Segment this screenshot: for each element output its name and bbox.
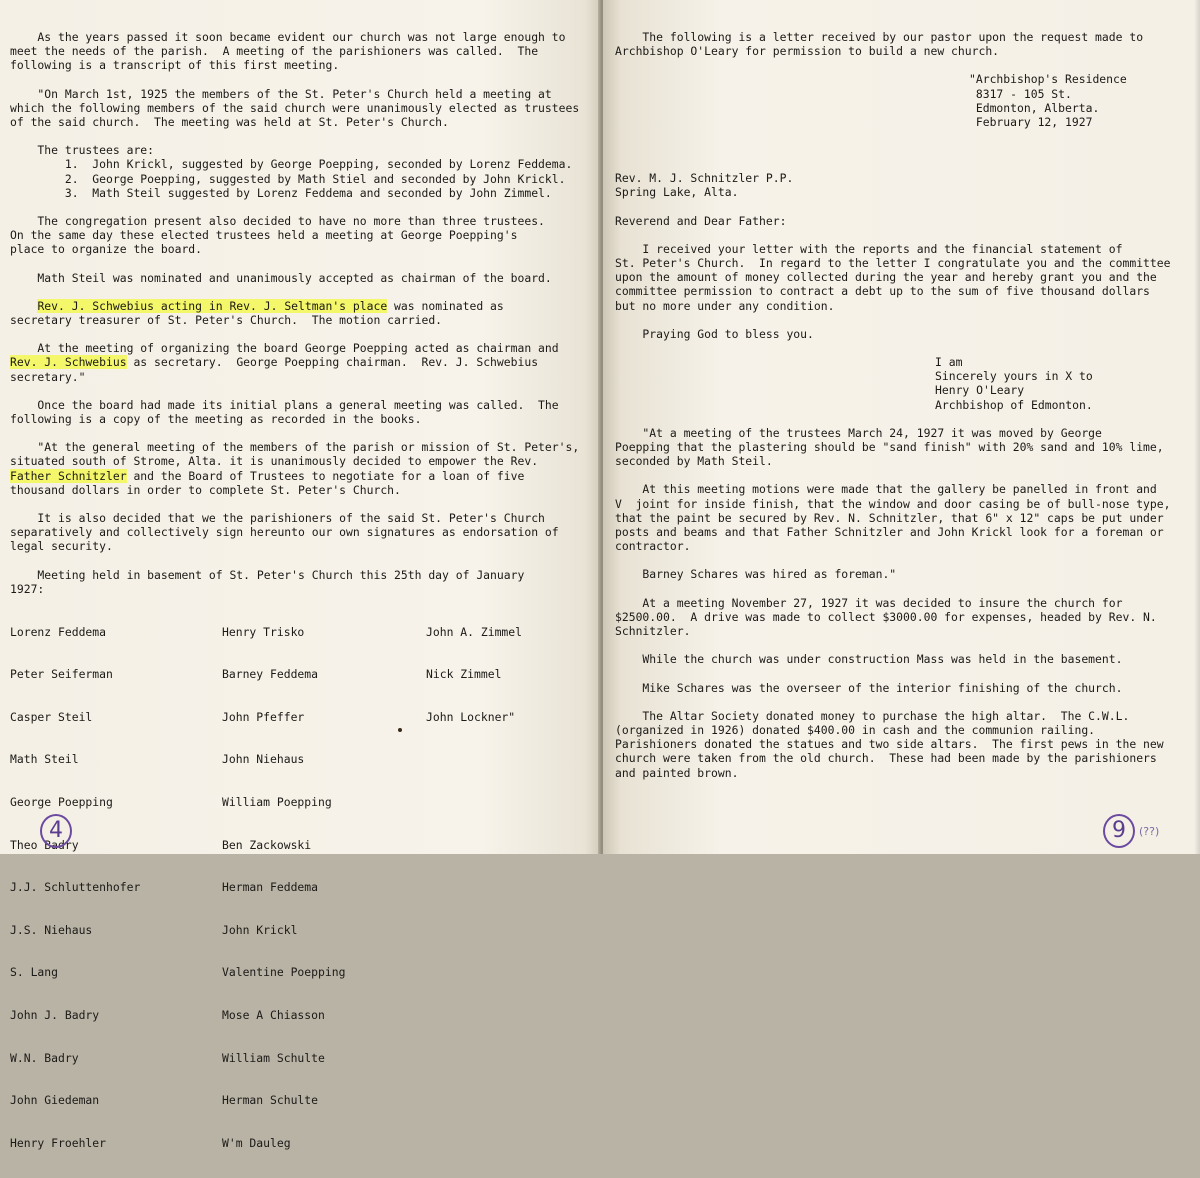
ink-speck — [398, 728, 402, 732]
paragraph-secretary — [10, 299, 603, 327]
letter-blessing: Praying God to bless you. — [615, 326, 814, 341]
trustees-heading: The trustees are: — [10, 143, 155, 158]
paragraph-foreman: Barney Schares was hired as foreman." — [615, 567, 897, 582]
list-item: 1. John Krickl, suggested by George Poepping, seconded by Lorenz Feddema. — [10, 157, 573, 172]
paragraph-overseer: Mike Schares was the overseer of the interior finishing of the church. — [615, 680, 1123, 695]
text-line: Archbishop O'Leary for permission to build a new church. — [615, 44, 1000, 59]
text-line: 8317 - 105 St. — [969, 86, 1072, 101]
names-column-3 — [426, 596, 596, 1178]
paragraph-gallery — [615, 482, 1200, 553]
list-item: W.N. Badry — [10, 1050, 79, 1065]
text-line: contractor. — [615, 539, 691, 554]
page-number-right — [1103, 814, 1159, 848]
paragraph-first-meeting — [10, 87, 603, 130]
paragraph-general-meeting — [10, 398, 603, 426]
list-item: 3. Math Steil suggested by Lorenz Feddema and seconded by John Zimmel. — [10, 185, 552, 200]
list-item: Barney Feddema — [222, 667, 319, 682]
text-line: secretary." — [10, 369, 86, 384]
text-line: At this meeting motions were made that the gallery be panelled in front and — [615, 482, 1157, 497]
names-column-1 — [10, 596, 222, 1178]
paragraph-intro — [10, 30, 603, 73]
text-line: The congregation present also decided to have no more than three trustees. — [10, 214, 545, 229]
list-item: 2. George Poepping, suggested by Math Stiel and seconded by John Krickl. — [10, 171, 566, 186]
list-item: Nick Zimmel — [426, 667, 502, 682]
list-item: S. Lang — [10, 965, 59, 980]
list-item: Casper Steil — [10, 709, 93, 724]
list-item: Herman Feddema — [222, 880, 319, 895]
paragraph-basement-meeting — [10, 568, 603, 596]
trustees-list — [10, 157, 603, 200]
highlighted-text: Rev. J. Schwebius acting in Rev. J. Seltman's place — [37, 298, 388, 313]
list-item: John A. Zimmel — [426, 624, 523, 639]
list-item: Lorenz Feddema — [10, 624, 107, 639]
list-item: Henry Trisko — [222, 624, 305, 639]
list-item: John Pfeffer — [222, 709, 305, 724]
text-line: Meeting held in basement of St. Peter's Church this 25th day of January — [10, 567, 525, 582]
text-line: Once the board had made its initial plans a general meeting was called. The — [10, 397, 559, 412]
paragraph-chairman: Math Steil was nominated and unanimously accepted as chairman of the board. — [10, 270, 552, 285]
paragraph-letter-intro — [615, 30, 1200, 58]
list-item: John Krickl — [222, 922, 298, 937]
text-line: Schnitzler. — [615, 624, 691, 639]
paragraph-insurance — [615, 596, 1200, 639]
text-line: "Archbishop's Residence — [969, 72, 1127, 87]
text-line: Parishioners donated the statues and two side altars. The first pews in the new — [615, 737, 1164, 752]
list-item: W'm Dauleg — [222, 1135, 291, 1150]
text-line: The Altar Society donated money to purchase the high altar. The C.W.L. — [615, 708, 1130, 723]
text-line: On the same day these elected trustees held a meeting at George Poepping's — [10, 228, 518, 243]
text-line: meet the needs of the parish. A meeting of the parishioners was called. The — [10, 44, 539, 59]
text-line: and painted brown. — [615, 765, 739, 780]
highlighted-text: Rev. J. Schwebius — [10, 355, 127, 370]
text-line: Henry O'Leary — [935, 383, 1025, 398]
text-line: As the years passed it soon became evident our church was not large enough to — [10, 30, 566, 44]
paragraph-empower — [10, 440, 603, 497]
list-item: John Niehaus — [222, 752, 305, 767]
paragraph-mass: While the church was under construction Mass was held in the basement. — [615, 652, 1123, 667]
text-line: February 12, 1927 — [969, 115, 1093, 130]
text-line: which the following members of the said church were unanimously elected as trustees — [10, 100, 580, 115]
text-line: Sincerely yours in X to — [935, 369, 1093, 384]
paragraph-trustees-meeting — [615, 426, 1200, 469]
text-line: It is also decided that we the parishioners of the said St. Peter's Church — [10, 511, 545, 526]
highlighted-text: Father Schnitzler — [10, 468, 127, 483]
text-line: legal security. — [10, 539, 113, 554]
text-span: and the Board of Trustees to negotiate for a loan of five — [126, 468, 525, 483]
text-span: as secretary. George Poepping chairman. Rev. J. Schwebius — [126, 355, 539, 370]
text-line: I received your letter with the reports and the financial statement of — [615, 241, 1123, 256]
left-page — [0, 0, 603, 1150]
letter-sender-address — [969, 72, 1200, 129]
letter-recipient — [615, 171, 1200, 199]
list-item: J.J. Schluttenhofer — [10, 880, 141, 895]
text-line: Edmonton, Alberta. — [969, 100, 1100, 115]
text-line: 1927: — [10, 581, 45, 596]
text-line: situated south of Strome, Alta. it is unanimously decided to empower the Rev. — [10, 454, 539, 469]
text-span: was nominated as — [387, 298, 504, 313]
paragraph-altar-society — [615, 709, 1200, 780]
list-item: Theo Badry — [10, 837, 79, 852]
text-line: I am — [935, 355, 963, 370]
list-item: John J. Badry — [10, 1007, 100, 1022]
text-line: secretary treasurer of St. Peter's Church. The motion carried. — [10, 313, 443, 328]
names-column-2 — [222, 596, 426, 1178]
text-line: of the said church. The meeting was held at St. Peter's Church. — [10, 115, 449, 130]
page-number-left — [40, 814, 72, 848]
text-line: place to organize the board. — [10, 242, 203, 257]
text-line: that the paint be secured by Rev. N. Schnitzler, that 6" x 12" caps be put under — [615, 510, 1164, 525]
text-line: following is a transcript of this first meeting. — [10, 58, 340, 73]
text-line: Rev. M. J. Schnitzler P.P. — [615, 171, 794, 186]
list-item: George Poepping — [10, 794, 113, 809]
list-item: Henry Froehler — [10, 1135, 107, 1150]
letter-salutation: Reverend and Dear Father: — [615, 213, 787, 228]
list-item: Herman Schulte — [222, 1093, 319, 1108]
text-line: V joint for inside finish, that the window and door casing be of bull-nose type, — [615, 496, 1171, 511]
text-line — [10, 469, 603, 483]
text-line: upon the amount of money collected during the year and hereby grant you and the — [615, 270, 1157, 285]
list-item: William Schulte — [222, 1050, 325, 1065]
text-line: Spring Lake, Alta. — [615, 185, 739, 200]
text-line: thousand dollars in order to complete St. Peter's Church. — [10, 482, 401, 497]
text-line: "On March 1st, 1925 the members of the St. Peter's Church held a meeting at — [10, 86, 552, 101]
text-line: seconded by Math Steil. — [615, 454, 773, 469]
paragraph-congregation — [10, 214, 603, 257]
text-line: separatively and collectively sign hereunto our own signatures as endorsation of — [10, 525, 559, 540]
text-line: At the meeting of organizing the board George Poepping acted as chairman and — [10, 341, 559, 356]
text-line: St. Peter's Church. In regard to the letter I congratulate you and the committee — [615, 256, 1171, 271]
list-item: J.S. Niehaus — [10, 922, 93, 937]
text-line: At a meeting November 27, 1927 it was decided to insure the church for — [615, 595, 1123, 610]
paragraph-signatures — [10, 511, 603, 554]
handwritten-page-number: 9 — [1103, 814, 1135, 848]
letter-body — [615, 242, 1200, 313]
text-line: $2500.00. A drive was made to collect $3000.00 for expenses, headed by Rev. N. — [615, 609, 1157, 624]
list-item: John Giedeman — [10, 1093, 100, 1108]
signatories-list — [10, 596, 603, 1178]
right-page — [603, 0, 1200, 854]
text-line — [10, 299, 603, 313]
text-line — [10, 355, 603, 369]
text-line: following is a copy of the meeting as recorded in the books. — [10, 412, 422, 427]
text-line: committee permission to contract a debt up to the sum of five thousand dollars — [615, 284, 1150, 299]
list-item: John Lockner" — [426, 709, 516, 724]
list-item: Peter Seiferman — [10, 667, 113, 682]
text-line: "At a meeting of the trustees March 24, 1927 it was moved by George — [615, 425, 1102, 440]
text-line: Poepping that the plastering should be "sand finish" with 20% sand and 10% lime, — [615, 440, 1164, 455]
text-line: "At the general meeting of the members of the parish or mission of St. Peter's, — [10, 440, 580, 455]
text-line: posts and beams and that Father Schnitzler and John Krickl look for a foreman or — [615, 525, 1164, 540]
list-item: Math Steil — [10, 752, 79, 767]
text-line: Archbishop of Edmonton. — [935, 397, 1093, 412]
list-item: Valentine Poepping — [222, 965, 346, 980]
paragraph-organizing — [10, 341, 603, 384]
list-item: William Poepping — [222, 794, 332, 809]
text-line: but no more under any condition. — [615, 298, 835, 313]
letter-closing — [935, 355, 1200, 412]
page-annotation: (??) — [1139, 824, 1160, 838]
text-line: (organized in 1926) donated $400.00 in cash and the communion railing. — [615, 722, 1096, 737]
text-line: church were taken from the old church. These had been made by the parishioners — [615, 751, 1157, 766]
list-item: Mose A Chiasson — [222, 1007, 325, 1022]
handwritten-page-number: 4 — [40, 814, 72, 848]
text-line: The following is a letter received by our pastor upon the request made to — [615, 30, 1144, 44]
list-item: Ben Zackowski — [222, 837, 312, 852]
